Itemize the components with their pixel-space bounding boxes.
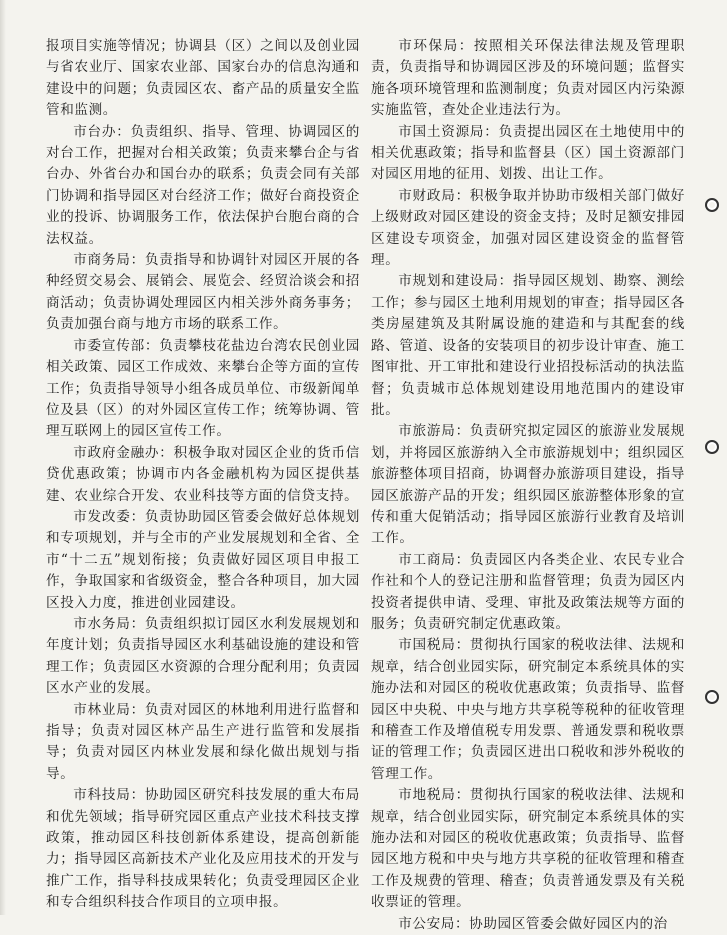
- left-column: [46, 36, 360, 914]
- paragraph: 市水务局：负责组织拟订园区水利发展规划和年度计划；负责指导园区水利基础设施的建设和管理工作；负责园区水资源的合理分配利用；负责园区水产业的发展。: [46, 615, 360, 697]
- right-column: [371, 36, 685, 935]
- paragraph: 市国土资源局：负责提出园区在土地使用中的相关优惠政策；指导和监督县（区）国土资源部门对园区用地的征用、划拨、出让工作。: [371, 123, 685, 183]
- paragraph: 市国税局：贯彻执行国家的税收法律、法规和规章，结合创业园实际，研究制定本系统具体的实施办法和对园区的税收优惠政策；负责指导、监督园区中央税、中央与地方共享税等税种的征收管理和稽查工作及增值税专用发票、普通发票和税收票证的管理工作；负责园区进出口税收和涉外税收的管理工作。: [371, 637, 685, 782]
- paragraph: 市委宣传部：负责攀枝花盐边台湾农民创业园相关政策、园区工作成效、来攀台企等方面的宣传工作；负责指导领导小组各成员单位、市级新闻单位及县（区）的对外园区宣传工作；统筹协调、管理互联网上的园区宣传工作。: [46, 337, 360, 440]
- paragraph: 市公安局：协助园区管委会做好园区内的治: [398, 915, 668, 932]
- paragraph: 市商务局：负责指导和协调针对园区开展的各种经贸交易会、展销会、展览会、经贸洽谈会和招商活动；负责协调处理园区内相关涉外商务事务；负责加强台商与地方市场的联系工作。: [46, 252, 360, 333]
- paragraph: 市工商局：负责园区内各类企业、农民专业合作社和个人的登记注册和监督管理；负责为园区内投资者提供申请、受理、审批及政策法规等方面的服务；负责研究制定优惠政策。: [371, 551, 685, 632]
- paragraph: 市规划和建设局：指导园区规划、勘察、测绘工作；参与园区土地利用规划的审查；指导园区各类房屋建筑及其附属设施的建造和与其配套的线路、管道、设备的安装项目的初步设计审查、施工图审批、开工审批和建设行业招投标活动的执法监督；负责城市总体规划建设用地范围内的建设审批。: [371, 273, 685, 418]
- paragraph: 市财政局：积极争取并协助市级相关部门做好上级财政对园区建设的资金支持；及时足额安排园区建设专项资金，加强对园区建设资金的监督管理。: [371, 187, 685, 269]
- paragraph: 市政府金融办：积极争取对园区企业的货币信贷优惠政策；协调市内各金融机构为园区提供基建、农业综合开发、农业科技等方面的信贷支持。: [46, 444, 360, 504]
- paragraph: 市环保局：按照相关环保法律法规及管理职责，负责指导和协调园区涉及的环境问题；监督实施各项环境管理和监测制度；负责对园区内污染源实施监管，查处企业违法行为。: [371, 38, 685, 119]
- paragraph: 市地税局：贯彻执行国家的税收法律、法规和规章，结合创业园实际，研究制定本系统具体的实施办法和对园区的税收优惠政策；负责指导、监督园区地方税和中央与地方共享税的征收管理和稽查工作及规费的管理、稽查；负责普通发票及有关税收票证的管理。: [371, 787, 685, 911]
- paragraph: 市发改委：负责协助园区管委会做好总体规划和专项规划，并与全市的产业发展规划和全省、全市“十二五”规划衔接；负责做好园区项目申报工作，争取国家和省级资金，整合各种项目，加大园区投入力度，推进创业园建设。: [46, 508, 360, 611]
- binding-hole-icon: [705, 198, 719, 212]
- binding-hole-icon: [705, 440, 719, 454]
- paragraph: 市林业局：负责对园区的林地利用进行监督和指导；负责对园区林产品生产进行监管和发展指导；负责对园区内林业发展和绿化做出规划与指导。: [46, 701, 360, 782]
- paragraph: 市旅游局：负责研究拟定园区的旅游业发展规划，并将园区旅游纳入全市旅游规划中；组织园区旅游整体项目招商，协调督办旅游项目建设，指导园区旅游产品的开发；组织园区旅游整体形象的宣传和重大促销活动；指导园区旅游行业教育及培训工作。: [371, 423, 685, 547]
- page-edge-shadow: [0, 0, 6, 915]
- paragraph: 市科技局：协助园区研究科技发展的重大布局和优先领域；指导研究园区重点产业技术科技支撑政策，推动园区科技创新体系建设，提高创新能力；指导园区高新技术产业化及应用技术的开发与推广工作，指导科技成果转化；负责受理园区企业和专合组织科技合作项目的立项申报。: [46, 787, 360, 911]
- paragraph: 市台办：负责组织、指导、管理、协调园区的对台工作，把握对台相关政策；负责来攀台企与省台办、外省台办和国台办的联系；负责会同有关部门协调和指导园区对台经济工作；做好台商投资企业的投诉、协调服务工作，依法保护台胞台商的合法权益。: [46, 123, 360, 247]
- binding-hole-icon: [705, 690, 719, 704]
- paragraph: 报项目实施等情况；协调县（区）之间以及创业园与省农业厅、国家农业部、国家台办的信息沟通和建设中的问题；负责园区农、畜产品的质量安全监管和监测。: [46, 38, 360, 119]
